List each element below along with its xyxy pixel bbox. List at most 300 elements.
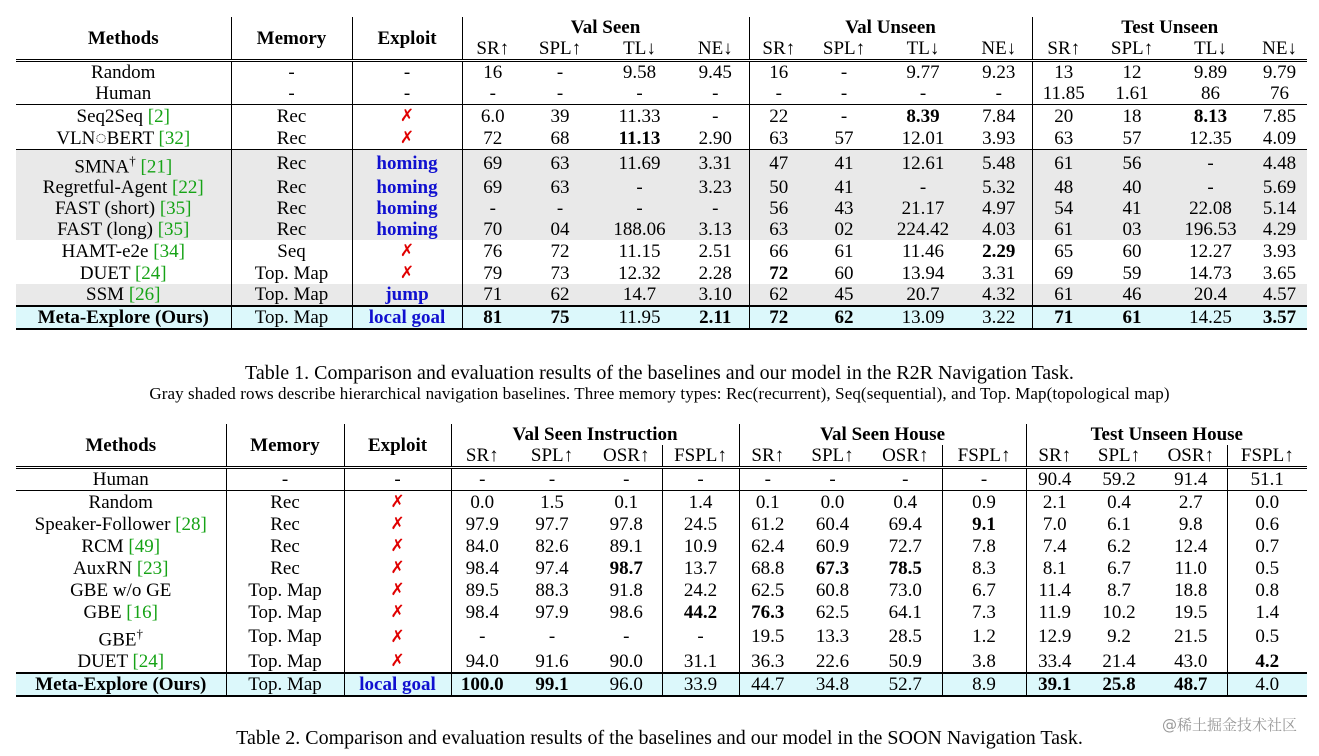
value-cell: 98.4 bbox=[451, 557, 513, 579]
value-cell: - bbox=[451, 468, 513, 491]
value-cell: 1.61 bbox=[1115, 83, 1149, 104]
metric-header: SPL↑ bbox=[523, 38, 597, 61]
value-cell: 11.13 bbox=[618, 127, 661, 149]
value-cell: 50 bbox=[749, 177, 808, 198]
value-cell: 4.48 bbox=[1252, 150, 1307, 178]
value-cell: 62.5 bbox=[815, 601, 850, 623]
method-name: AuxRN bbox=[72, 557, 137, 579]
value-cell: - bbox=[513, 468, 591, 491]
citation-link[interactable]: [34] bbox=[153, 240, 185, 262]
memory-cell: Rec bbox=[231, 127, 352, 150]
methods-header: Methods bbox=[85, 434, 157, 456]
value-cell: - bbox=[523, 61, 597, 84]
memory-cell: Rec bbox=[231, 177, 352, 198]
memory-cell: Seq bbox=[231, 240, 352, 262]
table-row bbox=[16, 198, 1307, 219]
value-cell: - bbox=[462, 83, 523, 105]
value-cell: - bbox=[597, 198, 682, 219]
value-cell: 11.46 bbox=[901, 240, 945, 262]
exploit-cell bbox=[352, 105, 462, 128]
method-name: Seq2Seq bbox=[76, 105, 148, 127]
value-cell: 89.5 bbox=[451, 579, 513, 601]
method-name: Random bbox=[88, 491, 153, 513]
value-cell: 51.1 bbox=[1227, 468, 1307, 491]
value-cell: 60.9 bbox=[815, 535, 850, 557]
method-name: RCM bbox=[81, 535, 129, 557]
value-cell: 04 bbox=[523, 219, 597, 240]
value-cell: 8.9 bbox=[942, 673, 1026, 696]
metric-header: SR↑ bbox=[749, 38, 808, 61]
value-cell: 8.1 bbox=[1026, 557, 1083, 579]
method-name: HAMT-e2e bbox=[61, 240, 154, 262]
value-cell: 3.8 bbox=[942, 650, 1026, 673]
value-cell: 6.1 bbox=[1107, 513, 1131, 535]
value-cell: - bbox=[995, 83, 1002, 104]
method-cell bbox=[16, 150, 231, 178]
value-cell: 72 bbox=[462, 127, 523, 150]
method-cell bbox=[16, 579, 226, 601]
value-cell: 97.9 bbox=[535, 601, 569, 623]
citation-link[interactable]: [2] bbox=[147, 105, 170, 127]
value-cell: 21.5 bbox=[1174, 626, 1208, 648]
value-cell: 188.06 bbox=[597, 219, 682, 240]
value-cell: 1.5 bbox=[513, 491, 591, 514]
value-cell: 9.1 bbox=[942, 513, 1026, 535]
value-cell: 196.53 bbox=[1169, 219, 1252, 240]
citation-link[interactable]: [26] bbox=[128, 284, 161, 306]
citation-link[interactable]: [35] bbox=[159, 198, 192, 220]
exploit-cell bbox=[344, 650, 451, 673]
value-cell: 7.8 bbox=[942, 535, 1026, 557]
group-header: Val Seen Instruction bbox=[451, 424, 739, 445]
metric-header: OSR↑ bbox=[591, 445, 662, 468]
value-cell: 16 bbox=[749, 61, 808, 84]
value-cell: 69 bbox=[462, 150, 523, 178]
value-cell: 3.31 bbox=[982, 262, 1016, 284]
value-cell: 03 bbox=[1095, 219, 1169, 240]
value-cell: 84.0 bbox=[451, 535, 513, 557]
value-cell: 56 bbox=[1095, 150, 1169, 178]
value-cell: - bbox=[1169, 150, 1252, 178]
table-row bbox=[16, 219, 1307, 240]
table-row bbox=[16, 284, 1307, 306]
value-cell: 76 bbox=[1270, 83, 1290, 104]
table-1-subcaption: Gray shaded rows describe hierarchical navigation baselines. Three memory types: Rec(recurrent), Seq(sequential), and Top. Map(topological map) bbox=[149, 384, 1170, 403]
table-row bbox=[16, 61, 1307, 84]
metric-header: FSPL↑ bbox=[662, 445, 739, 468]
value-cell: 6.2 bbox=[1107, 535, 1131, 557]
value-cell: 61 bbox=[1095, 306, 1169, 329]
memory-cell: Top. Map bbox=[226, 623, 344, 650]
memory-header: Memory bbox=[226, 424, 344, 468]
citation-link[interactable]: [28] bbox=[175, 513, 207, 535]
exploit-cell bbox=[344, 513, 451, 535]
metric-header: NE↓ bbox=[682, 38, 749, 61]
value-cell: 31.1 bbox=[662, 650, 739, 673]
value-cell: 9.45 bbox=[682, 61, 749, 84]
metric-header: SR↑ bbox=[462, 38, 523, 61]
value-cell: 63 bbox=[523, 177, 597, 198]
value-cell: 67.3 bbox=[815, 557, 850, 579]
exploit-cell bbox=[344, 623, 451, 650]
value-cell: 11.85 bbox=[1032, 83, 1095, 105]
exploit-cell bbox=[344, 491, 451, 514]
value-cell: 43 bbox=[808, 198, 880, 219]
citation-link[interactable]: [32] bbox=[158, 127, 191, 149]
table-1-header-row bbox=[16, 17, 1307, 38]
value-cell: 72 bbox=[749, 262, 808, 284]
value-cell: 4.57 bbox=[1252, 284, 1307, 306]
method-cell bbox=[16, 61, 231, 84]
value-cell: 60 bbox=[1122, 240, 1142, 262]
table-row bbox=[16, 177, 1307, 198]
value-cell: 72 bbox=[749, 306, 808, 329]
dagger-mark: † bbox=[129, 153, 136, 168]
value-cell: 69 bbox=[1032, 262, 1095, 284]
value-cell: 4.03 bbox=[966, 219, 1032, 240]
value-cell: 91.6 bbox=[535, 650, 569, 672]
value-cell: 4.97 bbox=[966, 198, 1032, 219]
group-header: Val Seen bbox=[462, 17, 749, 38]
value-cell: - bbox=[712, 83, 719, 104]
value-cell: 63 bbox=[749, 219, 808, 240]
value-cell: 98.6 bbox=[609, 601, 643, 623]
table-row bbox=[16, 579, 1307, 601]
value-cell: 4.2 bbox=[1227, 650, 1307, 673]
value-cell: 62 bbox=[523, 284, 597, 306]
memory-cell: Top. Map bbox=[226, 673, 344, 696]
citation-link[interactable]: [49] bbox=[128, 535, 161, 557]
table-row bbox=[16, 150, 1307, 178]
value-cell: 5.48 bbox=[966, 150, 1032, 178]
value-cell: 9.23 bbox=[966, 61, 1032, 84]
value-cell: 0.4 bbox=[1083, 491, 1155, 514]
exploit-cell bbox=[352, 61, 462, 84]
value-cell: 11.33 bbox=[597, 105, 682, 128]
memory-cell: Rec bbox=[226, 535, 344, 557]
value-cell: - bbox=[919, 83, 927, 104]
cross-icon: ✗ bbox=[399, 241, 415, 262]
value-cell: 0.4 bbox=[869, 491, 942, 514]
table-1-caption: Table 1. Comparison and evaluation results of the baselines and our model in the R2R Navigation Task. bbox=[245, 362, 1074, 384]
metric-header: FSPL↑ bbox=[942, 445, 1026, 468]
value-cell: 65 bbox=[1032, 240, 1095, 262]
value-cell: 7.0 bbox=[1026, 513, 1083, 535]
table-row bbox=[16, 262, 1307, 284]
memory-cell: Top. Map bbox=[226, 579, 344, 601]
table-2-caption: Table 2. Comparison and evaluation results of the baselines and our model in the SOON Navigation Task. bbox=[236, 727, 1083, 749]
value-cell: 68.8 bbox=[739, 557, 796, 579]
exploit-header: Exploit bbox=[344, 424, 451, 468]
value-cell: 02 bbox=[808, 219, 880, 240]
ours-row bbox=[16, 306, 1307, 329]
value-cell: 22 bbox=[749, 105, 808, 128]
value-cell: 57 bbox=[834, 127, 854, 149]
value-cell: 97.9 bbox=[451, 513, 513, 535]
group-header: Test Unseen House bbox=[1026, 424, 1307, 445]
table-row bbox=[16, 83, 1307, 105]
method-cell bbox=[16, 557, 226, 579]
value-cell: 99.1 bbox=[513, 673, 591, 696]
value-cell: 1.4 bbox=[1227, 601, 1307, 623]
value-cell: 2.1 bbox=[1026, 491, 1083, 514]
value-cell: 18 bbox=[1095, 105, 1169, 128]
value-cell: - bbox=[591, 468, 662, 491]
value-cell: - bbox=[808, 105, 880, 128]
method-cell bbox=[16, 535, 226, 557]
value-cell: 91.4 bbox=[1155, 468, 1227, 491]
value-cell: 1.2 bbox=[942, 623, 1026, 650]
citation-link[interactable]: [23] bbox=[136, 557, 169, 579]
value-cell: 14.7 bbox=[597, 284, 682, 306]
value-cell: 4.0 bbox=[1227, 673, 1307, 696]
watermark: @稀土掘金技术社区 bbox=[1161, 716, 1297, 734]
value-cell: 81 bbox=[462, 306, 523, 329]
memory-cell: Top. Map bbox=[231, 262, 352, 284]
value-cell: 90.4 bbox=[1026, 468, 1083, 491]
exploit-cell bbox=[352, 198, 462, 219]
table-row bbox=[16, 513, 1307, 535]
metric-header: TL↓ bbox=[597, 38, 682, 61]
value-cell: 8.7 bbox=[1107, 579, 1131, 601]
exploit-cell bbox=[352, 306, 462, 329]
memory-cell: - bbox=[231, 61, 352, 84]
memory-cell: - bbox=[231, 83, 352, 105]
value-cell: 18.8 bbox=[1174, 579, 1208, 601]
value-cell: - bbox=[749, 83, 808, 105]
value-cell: - bbox=[840, 83, 848, 104]
exploit-value: local goal bbox=[368, 307, 446, 329]
value-cell: 0.5 bbox=[1227, 557, 1307, 579]
value-cell: 48 bbox=[1032, 177, 1095, 198]
value-cell: 7.4 bbox=[1026, 535, 1083, 557]
method-name: Meta-Explore (Ours) bbox=[35, 674, 207, 696]
value-cell: 0.8 bbox=[1227, 579, 1307, 601]
value-cell: 20.4 bbox=[1169, 284, 1252, 306]
value-cell: 44.2 bbox=[662, 601, 739, 623]
value-cell: 10.2 bbox=[1102, 601, 1136, 623]
value-cell: 20.7 bbox=[880, 284, 966, 306]
metric-header: TL↓ bbox=[1169, 38, 1252, 61]
metric-header: SPL↑ bbox=[808, 38, 880, 61]
value-cell: 22.6 bbox=[815, 650, 850, 672]
value-cell: 89.1 bbox=[609, 535, 643, 557]
table-row bbox=[16, 240, 1307, 262]
ours-row bbox=[16, 673, 1307, 696]
value-cell: 61 bbox=[1032, 284, 1095, 306]
method-cell bbox=[16, 240, 231, 262]
value-cell: 11.95 bbox=[597, 306, 682, 329]
value-cell: 9.58 bbox=[597, 61, 682, 84]
value-cell: 2.7 bbox=[1155, 491, 1227, 514]
value-cell: 2.29 bbox=[982, 240, 1016, 262]
value-cell: 73 bbox=[550, 262, 570, 284]
method-name: SSM bbox=[86, 284, 129, 306]
memory-cell: Top. Map bbox=[231, 284, 352, 306]
value-cell: 5.14 bbox=[1252, 198, 1307, 219]
method-name: DUET bbox=[77, 650, 133, 672]
value-cell: 40 bbox=[1095, 177, 1169, 198]
value-cell: 2.28 bbox=[698, 262, 732, 284]
value-cell: 63 bbox=[749, 127, 808, 150]
table-row bbox=[16, 105, 1307, 128]
method-cell bbox=[16, 650, 226, 673]
method-name: GBE bbox=[98, 629, 137, 651]
value-cell: 59.2 bbox=[1083, 468, 1155, 491]
value-cell: 7.84 bbox=[966, 105, 1032, 128]
value-cell: 86 bbox=[1201, 83, 1221, 104]
citation-link[interactable]: [16] bbox=[126, 601, 158, 623]
value-cell: 0.0 bbox=[451, 491, 513, 514]
value-cell: 61 bbox=[834, 240, 854, 262]
value-cell: 0.7 bbox=[1227, 535, 1307, 557]
value-cell: 13.09 bbox=[880, 306, 966, 329]
value-cell: 98.7 bbox=[609, 557, 643, 579]
cross-icon: ✗ bbox=[399, 263, 415, 284]
value-cell: 6.7 bbox=[1107, 557, 1131, 579]
table-row bbox=[16, 468, 1307, 491]
value-cell: 41 bbox=[808, 150, 880, 178]
exploit-cell bbox=[352, 262, 462, 284]
value-cell: 78.5 bbox=[888, 557, 922, 579]
value-cell: 64.1 bbox=[888, 601, 922, 623]
value-cell: 13.94 bbox=[901, 262, 945, 284]
metric-header: TL↓ bbox=[880, 38, 966, 61]
memory-cell: Top. Map bbox=[231, 306, 352, 329]
value-cell: 46 bbox=[1095, 284, 1169, 306]
exploit-cell bbox=[352, 127, 462, 150]
citation-link[interactable]: [35] bbox=[157, 219, 190, 241]
method-name: Human bbox=[92, 469, 149, 490]
value-cell: 91.8 bbox=[609, 579, 643, 601]
memory-cell: Rec bbox=[226, 513, 344, 535]
method-cell bbox=[16, 491, 226, 514]
metric-header: FSPL↑ bbox=[1227, 445, 1307, 468]
value-cell: 9.77 bbox=[880, 61, 966, 84]
value-cell: 3.10 bbox=[682, 284, 749, 306]
value-cell: 61 bbox=[1032, 150, 1095, 178]
value-cell: 62 bbox=[808, 306, 880, 329]
value-cell: 88.3 bbox=[535, 579, 569, 601]
method-cell bbox=[16, 262, 231, 284]
value-cell: 76.3 bbox=[739, 601, 796, 623]
value-cell: 50.9 bbox=[888, 650, 922, 672]
value-cell: 70 bbox=[462, 219, 523, 240]
value-cell: - bbox=[462, 198, 523, 219]
value-cell: 6.0 bbox=[462, 105, 523, 128]
value-cell: 69 bbox=[462, 177, 523, 198]
method-name: FAST (long) bbox=[57, 219, 158, 241]
value-cell: 63 bbox=[523, 150, 597, 178]
value-cell: 60.4 bbox=[815, 513, 850, 535]
value-cell: - bbox=[942, 468, 1026, 491]
value-cell: 11.4 bbox=[1026, 579, 1083, 601]
method-name: FAST (short) bbox=[54, 198, 160, 220]
value-cell: 9.79 bbox=[1252, 61, 1307, 84]
value-cell: 12.01 bbox=[901, 127, 945, 149]
value-cell: 72 bbox=[550, 240, 570, 262]
value-cell: 22.08 bbox=[1169, 198, 1252, 219]
value-cell: 98.4 bbox=[451, 601, 513, 623]
value-cell: 71 bbox=[1032, 306, 1095, 329]
exploit-cell bbox=[352, 150, 462, 178]
exploit-value: local goal bbox=[359, 674, 436, 696]
value-cell: 94.0 bbox=[451, 650, 513, 673]
value-cell: 12.4 bbox=[1174, 535, 1208, 557]
value-cell: 20 bbox=[1032, 105, 1095, 128]
exploit-cell bbox=[352, 284, 462, 306]
value-cell: 12.32 bbox=[618, 262, 661, 284]
table-1 bbox=[16, 17, 1307, 330]
value-cell: 62.4 bbox=[739, 535, 796, 557]
table-row bbox=[16, 601, 1307, 623]
value-cell: 2.90 bbox=[698, 127, 732, 149]
method-name: VLN◌BERT bbox=[56, 127, 159, 149]
dagger-mark: † bbox=[136, 626, 143, 641]
citation-link[interactable]: [24] bbox=[132, 650, 165, 672]
value-cell: 90.0 bbox=[609, 650, 643, 672]
value-cell: 3.57 bbox=[1252, 306, 1307, 329]
memory-header: Memory bbox=[231, 17, 352, 61]
citation-link[interactable]: [24] bbox=[134, 262, 167, 284]
value-cell: 14.73 bbox=[1189, 262, 1232, 284]
value-cell: - bbox=[556, 83, 564, 104]
table-row bbox=[16, 535, 1307, 557]
method-cell bbox=[16, 198, 231, 219]
value-cell: 3.93 bbox=[1262, 240, 1297, 262]
method-name: Random bbox=[91, 62, 156, 83]
exploit-cell bbox=[344, 579, 451, 601]
value-cell: 68 bbox=[550, 127, 570, 149]
value-cell: 3.23 bbox=[682, 177, 749, 198]
method-name: DUET bbox=[79, 262, 135, 284]
value-cell: 73.0 bbox=[888, 579, 922, 601]
method-name: GBE bbox=[83, 601, 127, 623]
value-cell: 96.0 bbox=[591, 673, 662, 696]
table-row bbox=[16, 650, 1307, 673]
value-cell: 0.1 bbox=[739, 491, 796, 514]
value-cell: - bbox=[682, 105, 749, 128]
value-cell: 21.17 bbox=[880, 198, 966, 219]
exploit-cell bbox=[344, 557, 451, 579]
value-cell: 5.69 bbox=[1252, 177, 1307, 198]
value-cell: 62 bbox=[749, 284, 808, 306]
value-cell: 0.0 bbox=[1227, 491, 1307, 514]
value-cell: 12.35 bbox=[1189, 127, 1232, 149]
value-cell: 33.4 bbox=[1026, 650, 1083, 673]
citation-link[interactable]: [22] bbox=[172, 177, 204, 199]
method-name: Regretful-Agent bbox=[42, 177, 173, 199]
metric-header: SPL↑ bbox=[1095, 38, 1169, 61]
cross-icon: ✗ bbox=[390, 602, 405, 622]
value-cell: 100.0 bbox=[451, 673, 513, 696]
value-cell: 7.85 bbox=[1252, 105, 1307, 128]
method-cell bbox=[16, 468, 226, 491]
value-cell: - bbox=[796, 468, 869, 491]
value-cell: 28.5 bbox=[888, 626, 922, 648]
value-cell: 72.7 bbox=[888, 535, 922, 557]
value-cell: - bbox=[523, 198, 597, 219]
method-name: Speaker-Follower bbox=[34, 513, 176, 535]
value-cell: 45 bbox=[808, 284, 880, 306]
exploit-value: homing bbox=[376, 153, 438, 175]
exploit-cell bbox=[344, 535, 451, 557]
memory-cell: Rec bbox=[231, 219, 352, 240]
value-cell: - bbox=[451, 623, 513, 650]
citation-link[interactable]: [21] bbox=[140, 156, 173, 178]
exploit-cell bbox=[344, 601, 451, 623]
exploit-value: - bbox=[394, 469, 401, 490]
